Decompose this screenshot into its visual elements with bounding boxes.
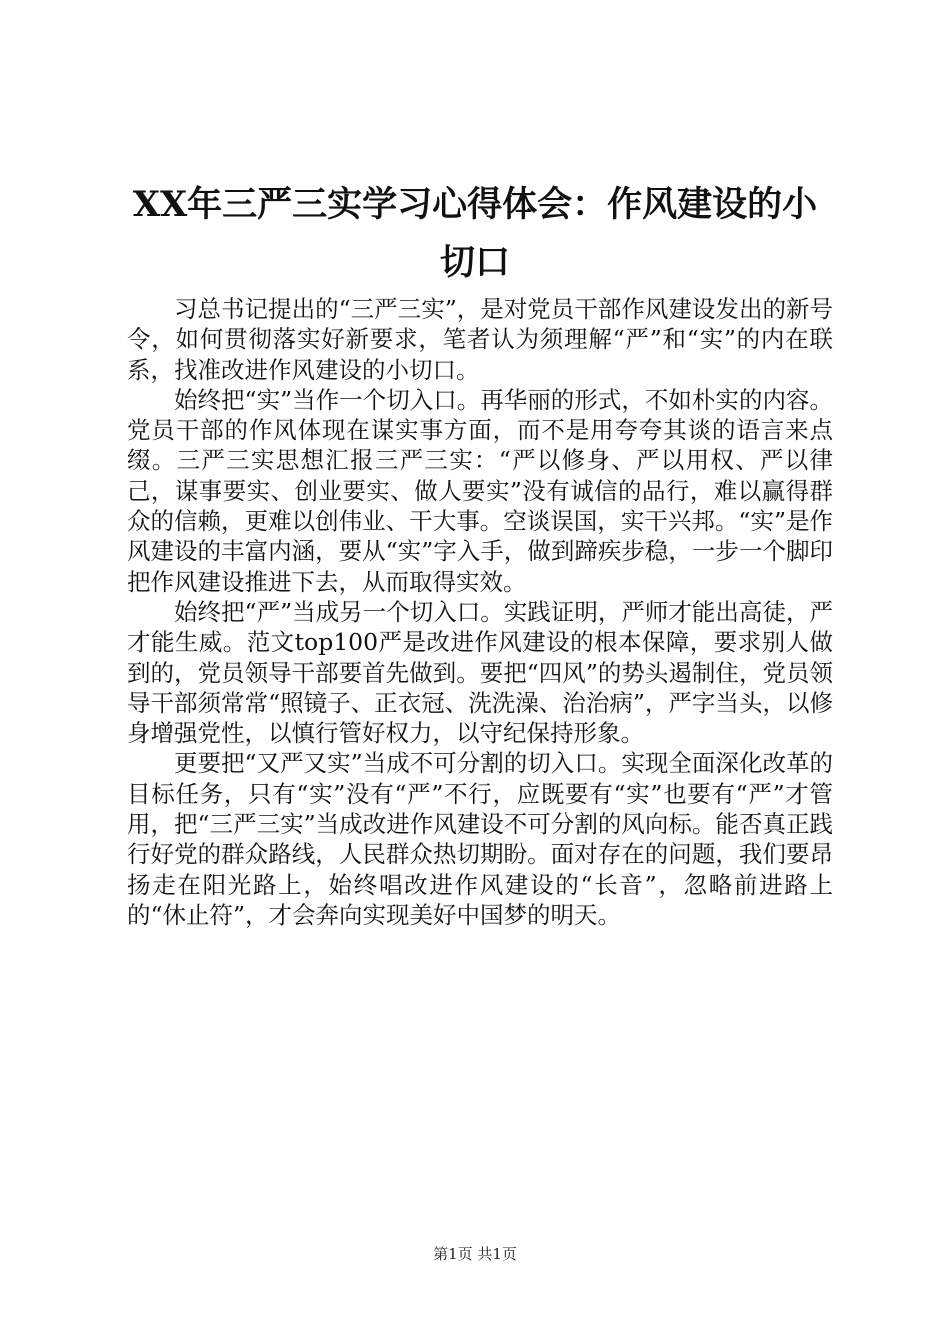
document-body — [127, 294, 833, 930]
document-title: XX年三严三实学习心得体会：作风建设的小切口 — [132, 184, 818, 283]
paragraph: 更要把“又严又实”当成不可分割的切入口。实现全面深化改革的目标任务，只有“实”没有“严”不行，应既要有“实”也要有“严”才管用，把“三严三实”当成改进作风建设不可分割的风向标。能否真正践行好党的群众路线，人民群众热切期盼。面对存在的问题，我们要昂扬走在阳光路上，始终唱改进作风建设的“长音”，忽略前进路上的“休止符”，才会奔向实现美好中国梦的明天。 — [127, 749, 833, 929]
paragraph: 始终把“实”当作一个切入口。再华丽的形式，不如朴实的内容。党员干部的作风体现在谋实事方面，而不是用夸夸其谈的语言来点缀。三严三实思想汇报三严三实：“严以修身、严以用权、严以律己，谋事要实、创业要实、做人要实”没有诚信的品行，难以赢得群众的信赖，更难以创伟业、干大事。空谈误国，实干兴邦。“实”是作风建设的丰富内涵，要从“实”字入手，做到蹄疾步稳，一步一个脚印把作风建设推进下去，从而取得实效。 — [127, 385, 833, 596]
paragraph: 始终把“严”当成另一个切入口。实践证明，严师才能出高徒，严才能生威。范文top100严是改进作风建设的根本保障，要求别人做到的，党员领导干部要首先做到。要把“四风”的势头遏制住，党员领导干部须常常“照镜子、正衣冠、洗洗澡、治治病”，严字当头，以修身增强党性，以慎行管好权力，以守纪保持形象。 — [127, 597, 833, 748]
page-footer: 第1页 共1页 — [433, 1245, 517, 1263]
paragraph: 习总书记提出的“三严三实”，是对党员干部作风建设发出的新号令，如何贯彻落实好新要求，笔者认为须理解“严”和“实”的内在联系，找准改进作风建设的小切口。 — [127, 295, 833, 384]
